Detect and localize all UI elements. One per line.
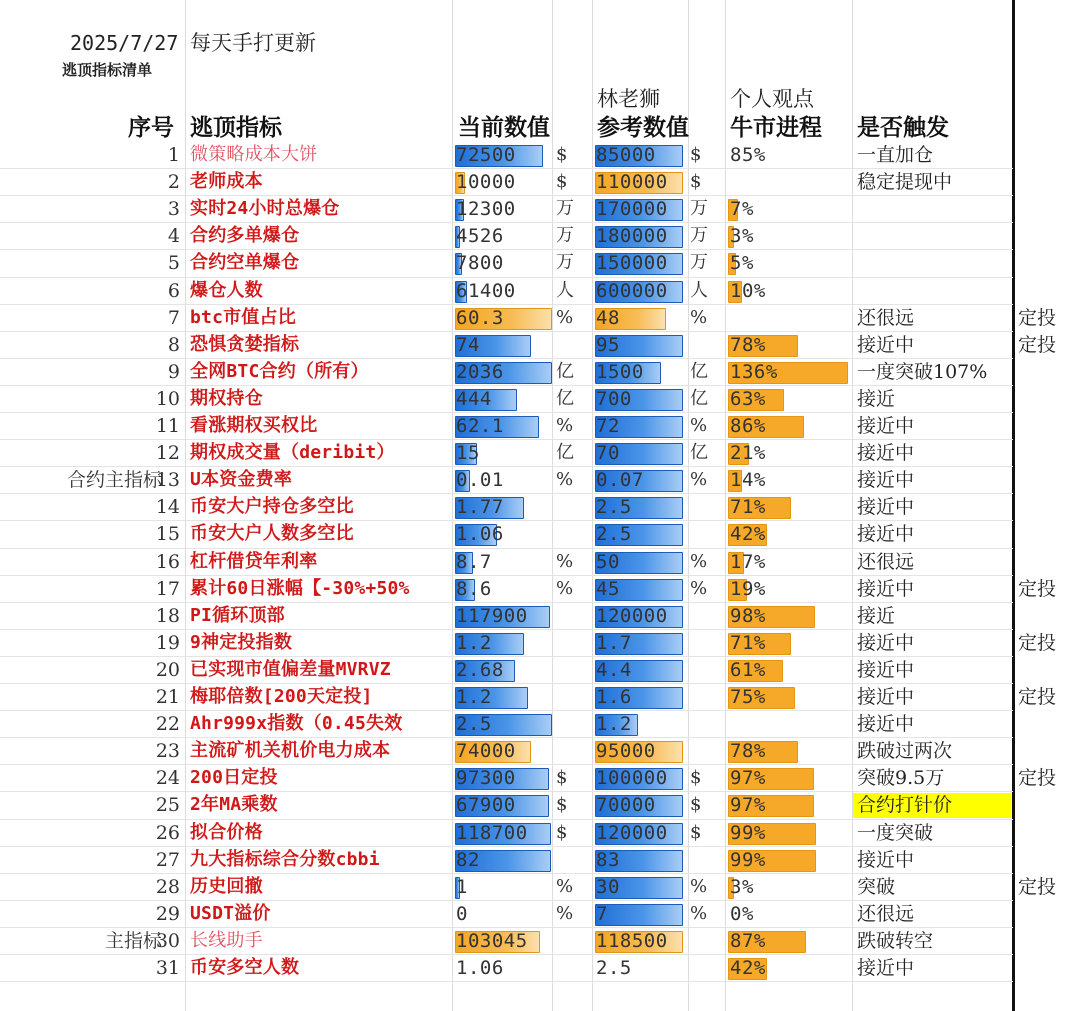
- indicator-name[interactable]: 已实现市值偏差量MVRVZ: [190, 658, 391, 680]
- reference-value[interactable]: 2.5: [596, 957, 632, 979]
- reference-value-bar: [595, 904, 683, 926]
- reference-value[interactable]: 72: [596, 415, 620, 437]
- indicator-name[interactable]: 恐惧贪婪指标: [190, 333, 300, 355]
- row-number: 26: [155, 821, 180, 844]
- row-divider: [0, 168, 1013, 169]
- row-divider: [0, 602, 1013, 603]
- progress-value[interactable]: 63%: [730, 387, 766, 410]
- header-indicator: 逃顶指标: [190, 115, 282, 141]
- current-value[interactable]: 118700: [456, 821, 528, 844]
- reference-unit: 人: [690, 279, 708, 301]
- indicator-name[interactable]: 主流矿机关机价电力成本: [190, 740, 391, 762]
- indicator-name[interactable]: U本资金费率: [190, 469, 293, 491]
- row-divider: [0, 304, 1013, 305]
- dca-note[interactable]: 定投: [1018, 631, 1057, 654]
- reference-value[interactable]: 600000: [596, 279, 668, 302]
- row-number: 15: [155, 523, 180, 546]
- row-number: 2: [167, 171, 180, 194]
- row-divider: [0, 791, 1013, 792]
- header-index: 序号: [128, 115, 174, 141]
- reference-value[interactable]: 2.5: [596, 523, 632, 546]
- indicator-name[interactable]: 期权成交量（deribit）: [190, 442, 395, 464]
- indicator-name[interactable]: 合约空单爆仓: [190, 252, 300, 274]
- dca-note[interactable]: 定投: [1018, 333, 1057, 356]
- row-number: 18: [155, 604, 180, 627]
- row-number: 31: [155, 957, 180, 979]
- row-number: 14: [155, 496, 180, 519]
- reference-unit: %: [690, 550, 708, 572]
- reference-unit: $: [690, 767, 702, 789]
- reference-value[interactable]: 110000: [596, 171, 668, 194]
- trigger-status[interactable]: 接近中: [857, 496, 915, 519]
- header-triggered: 是否触发: [857, 115, 949, 141]
- current-value[interactable]: 62.1: [456, 415, 504, 437]
- row-divider: [0, 954, 1013, 955]
- row-divider: [0, 520, 1013, 521]
- reference-unit: $: [690, 794, 702, 816]
- col-divider: [725, 0, 726, 1011]
- reference-value[interactable]: 48: [596, 306, 620, 329]
- current-unit: 万: [556, 252, 574, 274]
- trigger-status[interactable]: 还很远: [857, 550, 915, 573]
- current-value[interactable]: 1.06: [456, 523, 504, 546]
- current-value[interactable]: 1.2: [456, 631, 492, 654]
- dca-note[interactable]: 定投: [1018, 686, 1057, 708]
- row-divider: [0, 222, 1013, 223]
- row-number: 28: [155, 875, 180, 898]
- current-unit: $: [556, 767, 568, 789]
- progress-value[interactable]: 71%: [730, 631, 766, 654]
- row-number: 4: [167, 225, 180, 248]
- reference-unit: 亿: [690, 387, 708, 409]
- progress-value[interactable]: 97%: [730, 794, 766, 817]
- row-number: 30: [155, 929, 180, 952]
- row-number: 6: [167, 279, 180, 302]
- indicator-name[interactable]: 梅耶倍数[200天定投]: [190, 686, 373, 707]
- reference-value[interactable]: 0.07: [596, 469, 644, 492]
- reference-value[interactable]: 85000: [596, 144, 656, 166]
- current-value[interactable]: 74000: [456, 740, 516, 763]
- current-value[interactable]: 0: [456, 902, 468, 925]
- reference-value[interactable]: 700: [596, 387, 632, 410]
- reference-unit: 万: [690, 225, 708, 247]
- row-divider: [0, 927, 1013, 928]
- row-label: 主指标: [104, 929, 162, 952]
- current-unit: $: [556, 794, 568, 816]
- reference-unit: $: [690, 821, 702, 843]
- indicator-name[interactable]: 老师成本: [190, 171, 263, 193]
- current-value[interactable]: 60.3: [456, 306, 504, 329]
- trigger-status[interactable]: 接近中: [857, 577, 915, 600]
- current-value[interactable]: 4526: [456, 225, 504, 248]
- row-divider: [0, 575, 1013, 576]
- reference-value[interactable]: 1.6: [596, 686, 632, 708]
- row-number: 29: [155, 902, 180, 925]
- trigger-status[interactable]: 稳定提现中: [857, 171, 953, 194]
- trigger-status[interactable]: 接近: [857, 604, 896, 627]
- row-number: 13: [155, 469, 180, 492]
- row-number: 27: [155, 848, 180, 871]
- current-value[interactable]: 1.06: [456, 957, 504, 979]
- current-unit: 万: [556, 198, 574, 220]
- current-value[interactable]: 103045: [456, 929, 528, 952]
- row-number: 5: [167, 252, 180, 275]
- reference-value[interactable]: 1500: [596, 360, 644, 383]
- header-progress: 牛市进程: [730, 115, 822, 141]
- row-divider: [0, 764, 1013, 765]
- indicator-name[interactable]: 拟合价格: [190, 821, 263, 843]
- current-value[interactable]: 10000: [456, 171, 516, 194]
- current-unit: 万: [556, 225, 574, 247]
- trigger-status[interactable]: 接近中: [857, 415, 915, 437]
- sheet-title: 逃顶指标清单: [62, 61, 153, 79]
- indicator-name[interactable]: 币安大户人数多空比: [190, 523, 354, 545]
- row-divider: [0, 493, 1013, 494]
- reference-value[interactable]: 1.7: [596, 631, 632, 654]
- row-divider: [0, 683, 1013, 684]
- current-unit: $: [556, 821, 568, 843]
- subtitle-cell: 每天手打更新: [190, 31, 316, 55]
- trigger-status[interactable]: 接近中: [857, 658, 915, 681]
- current-value[interactable]: 0.01: [456, 469, 504, 492]
- trigger-status[interactable]: 一度突破: [857, 821, 934, 844]
- current-value[interactable]: 7800: [456, 252, 504, 275]
- row-divider: [0, 737, 1013, 738]
- dca-note[interactable]: 定投: [1018, 875, 1057, 898]
- progress-value[interactable]: 97%: [730, 767, 766, 790]
- current-unit: %: [556, 469, 574, 491]
- row-number: 7: [167, 306, 180, 329]
- current-unit: %: [556, 577, 574, 599]
- row-divider: [0, 710, 1013, 711]
- row-number: 10: [155, 387, 180, 410]
- current-value[interactable]: 15: [456, 442, 480, 465]
- trigger-status[interactable]: 接近中: [857, 631, 915, 654]
- progress-value[interactable]: 86%: [730, 415, 766, 437]
- progress-value[interactable]: 75%: [730, 686, 766, 708]
- reference-value[interactable]: 50: [596, 550, 620, 573]
- header-opinion-top: 个人观点: [730, 87, 814, 111]
- reference-unit: %: [690, 902, 708, 924]
- current-unit: 人: [556, 279, 574, 301]
- current-value[interactable]: 72500: [456, 144, 516, 166]
- reference-unit: $: [690, 171, 702, 193]
- progress-value[interactable]: 19%: [730, 577, 766, 600]
- trigger-status[interactable]: 接近中: [857, 333, 915, 356]
- row-number: 9: [167, 360, 180, 383]
- current-value[interactable]: 67900: [456, 794, 516, 817]
- col-divider: [688, 0, 689, 1011]
- progress-value[interactable]: 7%: [730, 198, 754, 221]
- current-value[interactable]: 444: [456, 387, 492, 410]
- current-value[interactable]: 8.7: [456, 550, 492, 573]
- progress-value[interactable]: 71%: [730, 496, 766, 519]
- indicator-name[interactable]: 长线助手: [190, 929, 263, 951]
- current-unit: 亿: [556, 442, 574, 464]
- reference-value[interactable]: 100000: [596, 767, 668, 790]
- col-divider: [852, 0, 853, 1011]
- progress-value[interactable]: 42%: [730, 523, 766, 546]
- reference-value[interactable]: 180000: [596, 225, 668, 248]
- trigger-status[interactable]: 还很远: [857, 902, 915, 925]
- indicator-name[interactable]: PI循环顶部: [190, 604, 285, 626]
- reference-unit: 万: [690, 198, 708, 220]
- indicator-name[interactable]: USDT溢价: [190, 902, 271, 924]
- progress-value[interactable]: 61%: [730, 658, 766, 681]
- col-divider: [592, 0, 593, 1011]
- current-unit: %: [556, 875, 574, 897]
- row-number: 24: [155, 767, 180, 790]
- progress-value[interactable]: 0%: [730, 902, 754, 925]
- reference-unit: 亿: [690, 442, 708, 464]
- header-current: 当前数值: [458, 115, 550, 141]
- current-unit: $: [556, 171, 568, 193]
- indicator-name[interactable]: 微策略成本大饼: [190, 144, 318, 165]
- trigger-status[interactable]: 接近: [857, 387, 896, 410]
- current-unit: 亿: [556, 360, 574, 382]
- reference-unit: %: [690, 469, 708, 491]
- row-number: 19: [155, 631, 180, 654]
- header-ref: 参考数值: [597, 115, 689, 141]
- indicator-name[interactable]: 实时24小时总爆仓: [190, 198, 340, 220]
- progress-value[interactable]: 78%: [730, 333, 766, 356]
- current-value[interactable]: 61400: [456, 279, 516, 302]
- indicator-name[interactable]: 期权持仓: [190, 387, 263, 409]
- indicator-name[interactable]: 合约多单爆仓: [190, 225, 300, 247]
- reference-unit: 亿: [690, 360, 708, 382]
- row-divider: [0, 873, 1013, 874]
- reference-value[interactable]: 118500: [596, 929, 668, 952]
- frame-border: [1012, 0, 1015, 1011]
- reference-unit: 万: [690, 252, 708, 274]
- progress-value[interactable]: 136%: [730, 360, 778, 383]
- reference-value[interactable]: 170000: [596, 198, 668, 221]
- trigger-status[interactable]: 接近中: [857, 848, 915, 871]
- row-divider: [0, 249, 1013, 250]
- current-value[interactable]: 97300: [456, 767, 516, 790]
- reference-value[interactable]: 120000: [596, 821, 668, 844]
- row-number: 20: [155, 658, 180, 681]
- progress-value[interactable]: 99%: [730, 821, 766, 844]
- current-value[interactable]: 12300: [456, 198, 516, 221]
- indicator-name[interactable]: 历史回撤: [190, 875, 263, 897]
- reference-value[interactable]: 95000: [596, 740, 656, 763]
- reference-value[interactable]: 70: [596, 442, 620, 465]
- progress-value[interactable]: 87%: [730, 929, 766, 952]
- row-divider: [0, 846, 1013, 847]
- reference-value[interactable]: 7: [596, 902, 608, 925]
- reference-value[interactable]: 2.5: [596, 496, 632, 519]
- progress-value[interactable]: 85%: [730, 144, 766, 166]
- current-value[interactable]: 1.2: [456, 686, 492, 708]
- reference-value[interactable]: 4.4: [596, 658, 632, 681]
- indicator-name[interactable]: 杠杆借贷年利率: [190, 550, 318, 572]
- indicator-name[interactable]: 九大指标综合分数cbbi: [190, 848, 380, 870]
- row-divider: [0, 412, 1013, 413]
- current-value[interactable]: 8.6: [456, 577, 492, 600]
- progress-value[interactable]: 99%: [730, 848, 766, 871]
- row-number: 22: [155, 713, 180, 736]
- indicator-name[interactable]: 看涨期权买权比: [190, 415, 318, 436]
- indicator-name[interactable]: 9神定投指数: [190, 631, 293, 653]
- current-value[interactable]: 1.77: [456, 496, 504, 519]
- trigger-status[interactable]: 接近中: [857, 713, 915, 736]
- reference-value[interactable]: 95: [596, 333, 620, 356]
- dca-note[interactable]: 定投: [1018, 577, 1057, 600]
- current-unit: 亿: [556, 387, 574, 409]
- progress-value[interactable]: 21%: [730, 442, 766, 465]
- indicator-name[interactable]: 累计60日涨幅【-30%+50%: [190, 577, 410, 599]
- indicator-name[interactable]: 全网BTC合约（所有）: [190, 360, 369, 382]
- reference-value[interactable]: 120000: [596, 604, 668, 627]
- reference-value[interactable]: 150000: [596, 252, 668, 275]
- trigger-status[interactable]: 接近中: [857, 442, 915, 465]
- reference-value[interactable]: 70000: [596, 794, 656, 817]
- trigger-status[interactable]: 一度突破107%: [857, 360, 988, 383]
- trigger-status[interactable]: 跌破转空: [857, 929, 934, 952]
- trigger-status[interactable]: 接近中: [857, 523, 915, 546]
- current-unit: %: [556, 306, 574, 328]
- row-divider: [0, 385, 1013, 386]
- current-unit: %: [556, 415, 574, 436]
- trigger-status[interactable]: 接近中: [857, 957, 915, 979]
- reference-value[interactable]: 45: [596, 577, 620, 600]
- trigger-status[interactable]: 跌破过两次: [857, 740, 953, 763]
- trigger-status[interactable]: 接近中: [857, 686, 915, 708]
- trigger-status[interactable]: 突破: [857, 875, 896, 898]
- progress-value[interactable]: 5%: [730, 252, 754, 275]
- progress-value[interactable]: 10%: [730, 279, 766, 302]
- trigger-status[interactable]: 还很远: [857, 306, 915, 329]
- current-value[interactable]: 82: [456, 848, 480, 871]
- dca-note[interactable]: 定投: [1018, 767, 1057, 790]
- row-divider: [0, 819, 1013, 820]
- row-divider: [0, 548, 1013, 549]
- row-number: 12: [155, 442, 180, 465]
- reference-value[interactable]: 83: [596, 848, 620, 871]
- progress-value[interactable]: 3%: [730, 875, 754, 898]
- indicator-name[interactable]: 币安多空人数: [190, 957, 300, 978]
- current-unit: $: [556, 144, 568, 165]
- reference-value[interactable]: 30: [596, 875, 620, 898]
- indicator-name[interactable]: btc市值占比: [190, 306, 296, 328]
- row-number: 16: [155, 550, 180, 573]
- indicator-name[interactable]: 2年MA乘数: [190, 794, 278, 816]
- current-unit: %: [556, 550, 574, 572]
- current-value[interactable]: 1: [456, 875, 468, 898]
- progress-value[interactable]: 14%: [730, 469, 766, 492]
- progress-value[interactable]: 42%: [730, 957, 766, 979]
- current-value[interactable]: 2.68: [456, 658, 504, 681]
- col-divider: [185, 0, 186, 1011]
- row-divider: [0, 466, 1013, 467]
- row-number: 23: [155, 740, 180, 763]
- row-divider: [0, 629, 1013, 630]
- row-number: 8: [167, 333, 180, 356]
- trigger-status[interactable]: 接近中: [857, 469, 915, 492]
- progress-value[interactable]: 98%: [730, 604, 766, 627]
- row-divider: [0, 195, 1013, 196]
- indicator-name[interactable]: 200日定投: [190, 767, 278, 789]
- reference-value[interactable]: 1.2: [596, 713, 632, 736]
- reference-unit: %: [690, 577, 708, 599]
- reference-unit: %: [690, 306, 708, 328]
- col-divider: [452, 0, 453, 1011]
- current-value[interactable]: 74: [456, 333, 480, 356]
- progress-value[interactable]: 3%: [730, 225, 754, 248]
- row-divider: [0, 277, 1013, 278]
- header-ref-top: 林老狮: [597, 87, 660, 111]
- row-number: 17: [155, 577, 180, 600]
- reference-unit: %: [690, 415, 708, 436]
- col-divider: [552, 0, 553, 1011]
- row-divider: [0, 331, 1013, 332]
- trigger-status[interactable]: 一直加仓: [857, 144, 934, 166]
- row-number: 25: [155, 794, 180, 817]
- row-number: 1: [167, 144, 180, 166]
- row-divider: [0, 439, 1013, 440]
- reference-unit: %: [690, 875, 708, 897]
- trigger-status[interactable]: 突破9.5万: [857, 767, 945, 790]
- date-cell: 2025/7/27: [70, 31, 179, 55]
- row-number: 11: [155, 415, 180, 437]
- reference-unit: $: [690, 144, 702, 165]
- current-unit: %: [556, 902, 574, 924]
- progress-value[interactable]: 17%: [730, 550, 766, 573]
- row-number: 3: [167, 198, 180, 221]
- row-divider: [0, 900, 1013, 901]
- trigger-status[interactable]: 合约打针价: [857, 794, 953, 817]
- current-value[interactable]: 2036: [456, 360, 504, 383]
- indicator-name[interactable]: 币安大户持仓多空比: [190, 496, 354, 518]
- indicator-name[interactable]: 爆仓人数: [190, 279, 263, 301]
- row-divider: [0, 981, 1013, 982]
- row-divider: [0, 656, 1013, 657]
- row-number: 21: [155, 686, 180, 708]
- row-divider: [0, 358, 1013, 359]
- progress-value[interactable]: 78%: [730, 740, 766, 763]
- dca-note[interactable]: 定投: [1018, 306, 1057, 329]
- current-value[interactable]: 117900: [456, 604, 528, 627]
- row-label: 合约主指标: [66, 469, 162, 492]
- indicator-name[interactable]: Ahr999x指数（0.45失效: [190, 713, 403, 735]
- current-value[interactable]: 2.5: [456, 713, 492, 736]
